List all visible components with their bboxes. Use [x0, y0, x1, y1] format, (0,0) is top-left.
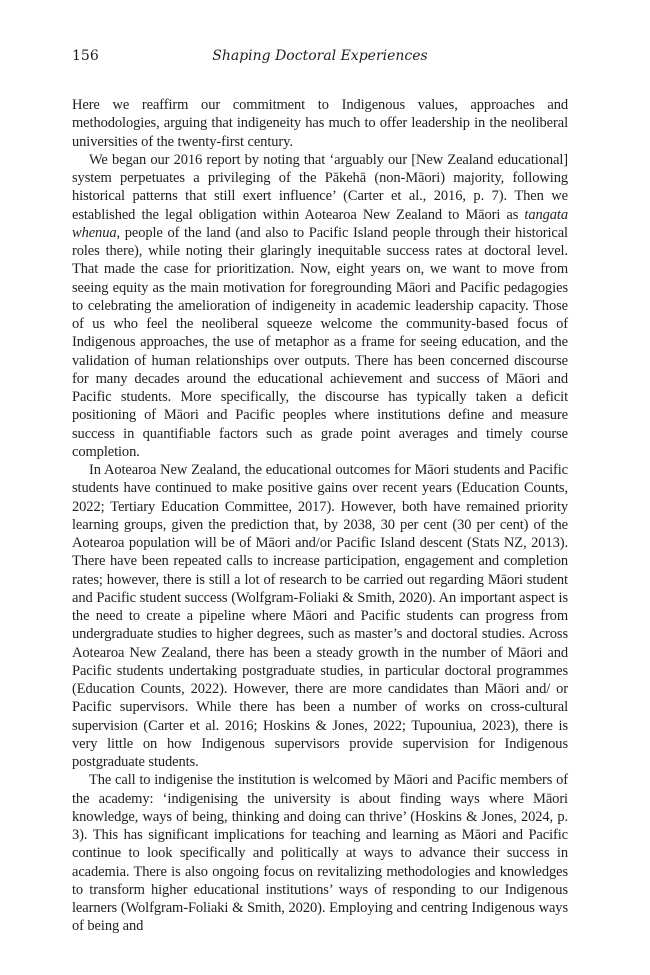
- paragraph-3: In Aotearoa New Zealand, the educational outcomes for Māori students and Pacific students have continued to make positive gains over recent years (Education Counts, 2022; Tertiary Education Committee, 2017). However, both have remained priority learning groups, given the prediction that, by 2038, 30 per cent (30 per cent) of the Aotearoa population will be of Māori and/or Pacific Island descent (Stats NZ, 2013). There have been repeated calls to increase participation, engagement and completion rates; however, there is still a lot of research to be carried out regarding Māori student and Pacific student success (Wolfgram-Foliaki & Smith, 2020). An important aspect is the need to create a pipeline where Māori and Pacific students can progress from undergraduate studies to higher degrees, such as master’s and doctoral studies. Across Aotearoa New Zealand, there has been a steady growth in the number of Māori and Pacific students undertaking postgraduate studies, in particular doctoral programmes (Education Counts, 2022). However, there are more candidates than Māori and/ or Pacific supervisors. While there has been a number of works on cross-cultural supervision (Carter et al. 2016; Hoskins & Jones, 2022; Tupouniua, 2023), there is very little on how Indigenous supervisors provide supervision for Indigenous postgraduate students.: [72, 462, 568, 770]
- page-number: 156: [72, 48, 99, 64]
- running-title: Shaping Doctoral Experiences: [212, 48, 428, 64]
- italic-term: tangata whenua: [72, 206, 568, 241]
- running-head: [72, 45, 568, 67]
- paragraph-2: We began our 2016 report by noting that ‘arguably our [New Zealand educational] system perpetuates a privileging of the Pākehā (non-Māori) majority, following historical patterns that still exert influence’ (Carter et al., 2016, p. 7). Then we established the legal obligation within Aotearoa New Zealand to Māori as tangata whenua, people of the land (and also to Pacific Island people through their historical roles there), while noting their glaringly inequitable success rates at doctoral level. That made the case for prioritization. Now, eight years on, we want to move from seeing equity as the main motivation for foregrounding Māori and Pacific pedagogies to celebrating the amelioration of indigeneity in academic leadership capacity. Those of us who feel the neoliberal squeeze welcome the community-based focus of Indigenous approaches, the use of metaphor as a frame for seeing education, and the validation of human relationships over outputs. There has been concerned discourse for many decades around the educational achievement and success of Māori and Pacific students. More specifically, the discourse has typically taken a deficit positioning of Māori and Pacific peoples where institutions define and measure success in quantifiable factors such as grade point averages and timely course completion.: [72, 151, 568, 460]
- paragraph-1: Here we reaffirm our commitment to Indigenous values, approaches and methodologies, arguing that indigeneity has much to offer leadership in the neoliberal universities of the twenty-first century.: [72, 97, 568, 150]
- body-text: [72, 96, 568, 936]
- paragraph-4: The call to indigenise the institution is welcomed by Māori and Pacific members of the academy: ‘indigenising the university is about finding ways where Māori knowledge, ways of being, thinking and doing can thrive’ (Hoskins & Jones, 2024, p. 3). This has significant implications for teaching and learning as Māori and Pacific continue to look specifically and politically at ways to advance their success in academia. There is also ongoing focus on revitalizing methodologies and knowledges to transform higher educational institutions’ ways of responding to our Indigenous learners (Wolfgram-Foliaki & Smith, 2020). Employing and centring Indigenous ways of being and: [72, 772, 568, 935]
